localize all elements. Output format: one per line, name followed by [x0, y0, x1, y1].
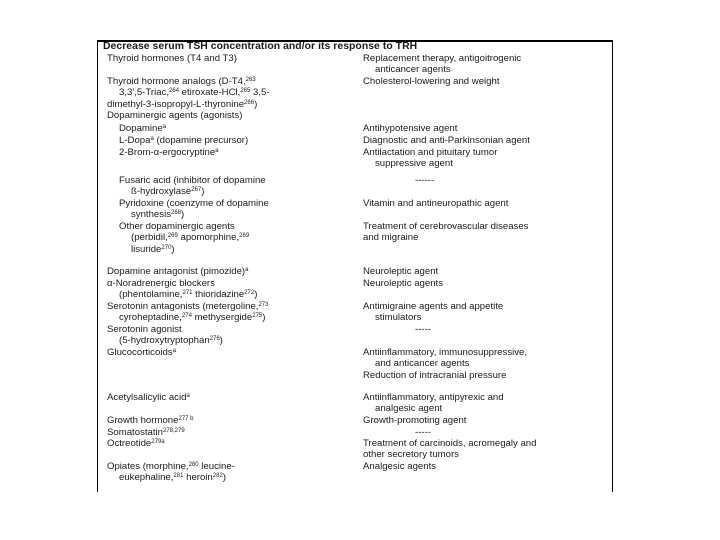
table-left-line	[107, 461, 235, 472]
table-left-line	[119, 335, 223, 346]
cell-text: Acetylsalicylic acid	[107, 392, 187, 403]
table-heading: Decrease serum TSH concentration and/or its response to TRH	[103, 41, 418, 52]
cell-text: Glucocorticoids	[107, 347, 173, 358]
cell-text: )	[171, 243, 175, 255]
cell-text: )	[254, 289, 258, 301]
cell-text: Dopamine	[119, 123, 163, 134]
table-right-line	[363, 449, 459, 460]
reference-superscript: 276	[209, 336, 220, 343]
reference-superscript: 267	[191, 187, 202, 194]
cell-text: Antihypotensive agent	[363, 123, 458, 134]
cell-text: Serotonin antagonists (metergoline,	[107, 301, 259, 312]
table-left-line	[119, 198, 269, 209]
table-right-line	[375, 158, 453, 169]
reference-superscript: 277 b	[178, 416, 194, 422]
cell-text: Vitamin and antineuropathic agent	[363, 198, 509, 209]
reference-superscript: a	[162, 124, 167, 130]
cell-text: (dopamine precursor)	[153, 135, 249, 146]
cell-text: and migraine	[363, 232, 419, 244]
table-right-line	[363, 135, 530, 146]
cell-text: Pyridoxine (coenzyme of dopamine	[119, 198, 269, 209]
cell-text: anticancer agents	[375, 64, 451, 76]
cell-text: Neuroleptic agents	[363, 278, 443, 289]
cell-text: (5-hydroxytryptophan	[119, 335, 210, 347]
reference-superscript: 265	[240, 88, 251, 95]
table-left-line	[119, 147, 219, 158]
cell-text: (perbidil,	[131, 232, 168, 244]
cell-text: Diagnostic and anti-Parkinsonian agent	[363, 135, 530, 146]
reference-superscript: 278,279	[163, 428, 185, 434]
cell-text: Neuroleptic agent	[363, 266, 439, 277]
table-right-line	[363, 123, 457, 134]
cell-text: leucine-	[198, 461, 235, 472]
cell-text: Analgesic agents	[363, 461, 437, 472]
reference-superscript: 264	[169, 88, 180, 95]
table-left-line	[119, 175, 266, 186]
table-left-line	[107, 427, 185, 438]
cell-text: analgesic agent	[375, 403, 443, 415]
table-right-line	[415, 175, 434, 186]
table-left-line	[107, 53, 237, 64]
reference-superscript: a	[150, 136, 154, 142]
table-left-line	[107, 110, 242, 121]
cell-text: and anticancer agents	[375, 358, 470, 370]
cell-text: )	[219, 335, 223, 347]
table-right-line	[363, 53, 521, 64]
cell-text: Growth-promoting agent	[363, 415, 467, 426]
cell-text: Antimigraine agents and appetite	[363, 301, 504, 312]
cell-text: heroin	[183, 472, 213, 484]
cell-text: Dopamine antagonist (pimozide)	[107, 266, 246, 277]
table-right-line	[363, 198, 508, 209]
reference-superscript: 275	[252, 313, 263, 320]
table-left-line	[119, 289, 257, 300]
cell-text: Antiinflammatory, immunosuppressive,	[363, 347, 528, 358]
reference-superscript: 274	[181, 313, 192, 320]
reference-superscript: 279a	[151, 439, 165, 445]
cell-text: Treatment of cerebrovascular diseases	[363, 221, 529, 232]
table-right-line	[375, 403, 442, 414]
table-right-line	[363, 392, 504, 403]
cell-text: dimethyl-3-isopropyl-L-thyronine	[107, 98, 245, 110]
cell-text: Thyroid hormones (T4 and T3)	[107, 53, 237, 64]
cell-text: other secretory tumors	[363, 449, 459, 461]
table-right-line	[415, 427, 431, 438]
table-right-line	[363, 370, 506, 381]
reference-superscript: a	[245, 267, 249, 273]
cell-text: L-Dopa	[119, 135, 151, 146]
table-left-line	[119, 87, 270, 98]
reference-superscript: 273	[258, 302, 269, 308]
table-left-line	[107, 392, 190, 403]
cell-text: )	[262, 312, 266, 324]
cell-text: Other dopaminergic agents	[119, 221, 235, 232]
table-right-line	[363, 461, 436, 472]
cell-text: eukephaline,	[119, 472, 174, 484]
cell-text: Fusaric acid (inhibitor of dopamine	[119, 175, 266, 186]
table-left-line	[119, 472, 226, 483]
table-left-line	[107, 415, 193, 426]
cell-text: Antilactation and pituitary tumor	[363, 147, 498, 158]
cell-text: lisuride	[131, 243, 162, 255]
cell-text: )	[222, 472, 226, 484]
reference-superscript: 269	[239, 233, 250, 240]
cell-text: Antiinflammatory, antipyrexic and	[363, 392, 504, 403]
table-left-line	[119, 135, 248, 146]
reference-superscript: 270	[161, 244, 172, 251]
cell-text: -----	[415, 427, 431, 438]
cell-text: apomorphine,	[177, 232, 240, 244]
cell-text: Cholesterol-lowering and weight	[363, 76, 500, 87]
table-left-line	[119, 221, 235, 232]
cell-text: Octreotide	[107, 438, 152, 449]
reference-superscript: 272	[244, 290, 255, 297]
table-left-line	[131, 209, 184, 220]
cell-text: 3,3',5-Triac,	[119, 87, 169, 99]
table-left-line	[119, 123, 166, 134]
cell-text: suppressive agent	[375, 158, 453, 170]
table-left-line	[107, 347, 176, 358]
reference-superscript: 268	[171, 210, 182, 217]
cell-text: (phentolamine,	[119, 289, 183, 301]
cell-text: cyroheptadine,	[119, 312, 182, 324]
table-right-line	[363, 76, 500, 87]
reference-superscript: 271	[182, 290, 193, 297]
reference-superscript: 263	[245, 77, 256, 83]
table-left-line	[119, 312, 265, 323]
cell-text: Replacement therapy, antigoitrogenic	[363, 53, 522, 64]
table-left-line	[107, 278, 215, 289]
table-left-line	[107, 266, 248, 277]
cell-text: methysergide	[191, 312, 253, 324]
reference-superscript: a	[172, 348, 176, 354]
cell-text: thioridazine	[192, 289, 245, 301]
table-right-line	[375, 312, 421, 323]
table-right-line	[363, 232, 418, 243]
cell-text: -----	[415, 324, 431, 335]
cell-text: Growth hormone	[107, 415, 179, 426]
cell-text: 2-Brom-α-ergocryptine	[119, 147, 216, 158]
table-left-line	[107, 324, 182, 335]
table-right-line	[363, 147, 497, 158]
reference-superscript: 269	[167, 233, 178, 240]
reference-superscript: 280	[188, 462, 199, 468]
cell-text: Opiates (morphine,	[107, 461, 189, 472]
cell-text: )	[254, 98, 258, 110]
table-left-line	[107, 301, 268, 312]
cell-text: Somatostatin	[107, 427, 163, 438]
reference-superscript: a	[186, 393, 190, 399]
cell-text: )	[201, 186, 205, 198]
cell-text: synthesis	[131, 209, 171, 221]
table-left-line	[107, 438, 165, 449]
cell-text: Dopaminergic agents (agonists)	[107, 110, 243, 121]
cell-text: Reduction of intracranial pressure	[363, 369, 507, 381]
cell-text: Thyroid hormone analogs (D-T4,	[107, 76, 246, 87]
reference-superscript: 266	[244, 99, 255, 106]
cell-text: etiroxate-HCl,	[179, 87, 241, 99]
cell-text: ß-hydroxylase	[131, 186, 192, 198]
table-right-line	[363, 301, 503, 312]
table-right-line	[375, 64, 451, 75]
table-right-line	[363, 221, 528, 232]
reference-superscript: 281	[173, 473, 184, 480]
table-right-line	[363, 266, 438, 277]
table-right-line	[363, 438, 536, 449]
table-left-line	[131, 244, 175, 255]
cell-text: ------	[415, 175, 435, 186]
table-right-line	[375, 358, 469, 369]
reference-superscript: a	[215, 148, 219, 154]
table-right-line	[363, 347, 527, 358]
table-right-line	[363, 415, 466, 426]
cell-text: stimulators	[375, 312, 422, 324]
table-left-line	[107, 99, 257, 110]
table-left-line	[131, 186, 204, 197]
cell-text: )	[181, 209, 185, 221]
cell-text: Treatment of carcinoids, acromegaly and	[363, 438, 537, 449]
table-right-line	[415, 324, 431, 335]
reference-superscript: 282	[212, 473, 223, 480]
table-left-line	[131, 232, 249, 243]
table-right-line	[363, 278, 443, 289]
cell-text: 3,5-	[250, 87, 270, 99]
cell-text: Serotonin agonist	[107, 324, 182, 335]
table-left-line	[107, 76, 256, 87]
cell-text: α-Noradrenergic blockers	[107, 278, 215, 289]
